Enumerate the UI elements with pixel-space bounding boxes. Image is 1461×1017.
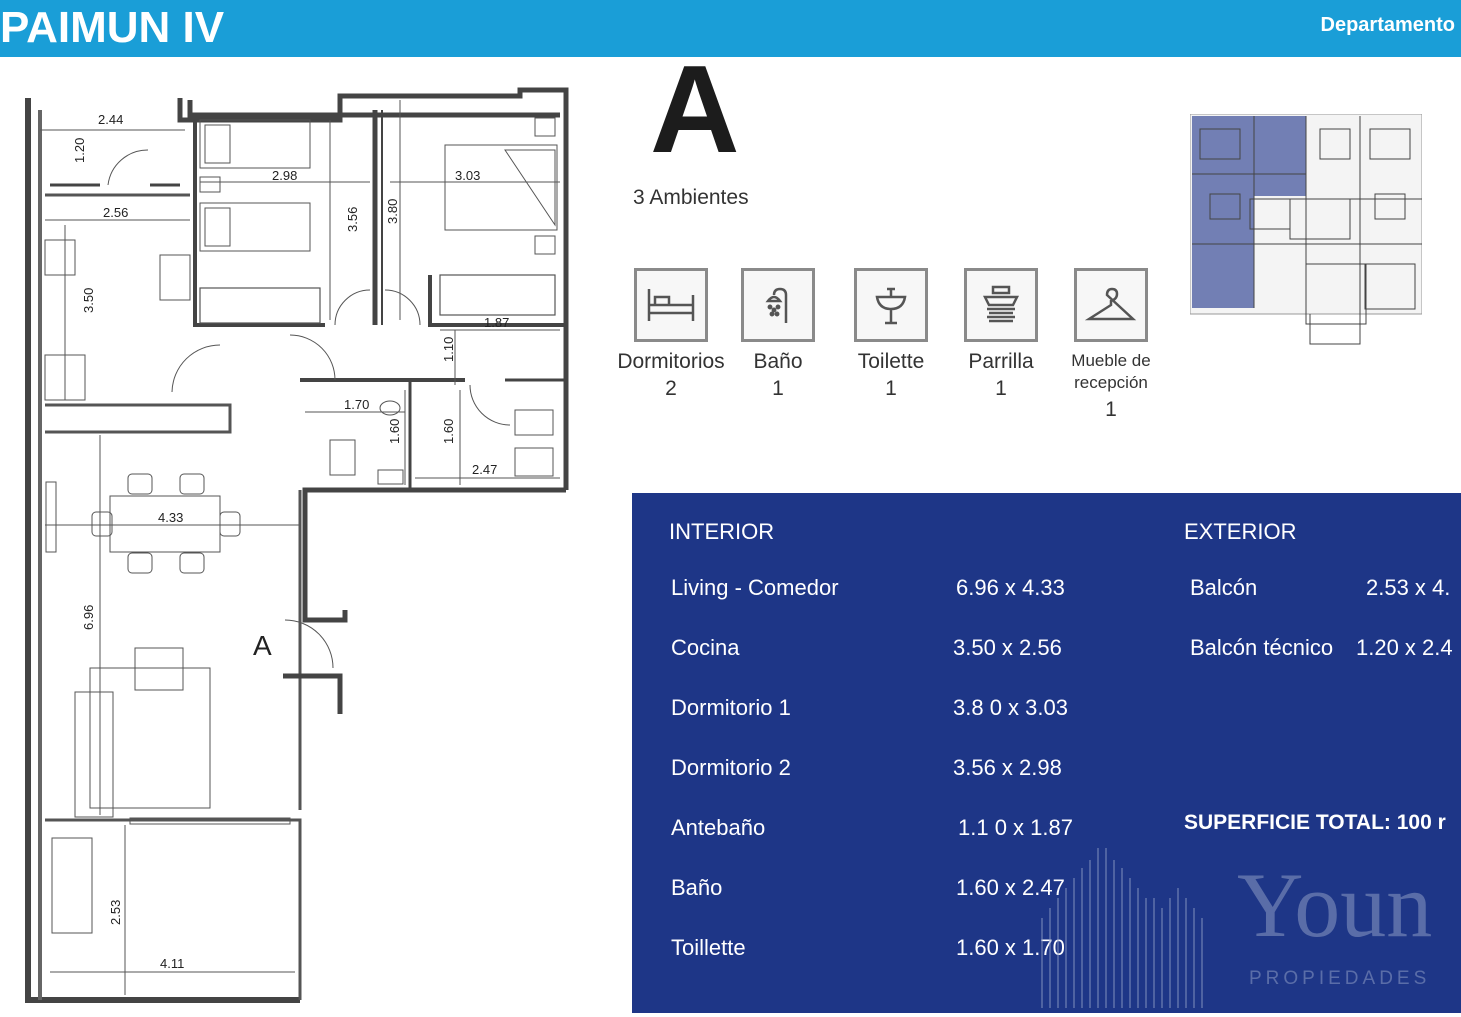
dim-label: 3.03 bbox=[455, 168, 481, 183]
property-type: Departamento bbox=[1320, 14, 1455, 36]
rooms-count: 3 Ambientes bbox=[633, 186, 749, 209]
grill-icon bbox=[964, 268, 1038, 342]
dim-label: 1.60 bbox=[441, 418, 456, 444]
room-size: 1.60 x 2.47 bbox=[956, 875, 1065, 900]
dim-label: 1.10 bbox=[441, 336, 456, 362]
room-name: Dormitorio 1 bbox=[671, 695, 791, 720]
dim-label: 1.60 bbox=[387, 418, 402, 444]
amenities-list bbox=[603, 268, 1173, 438]
dim-label: 4.33 bbox=[158, 510, 184, 525]
amenity-count: 1 bbox=[885, 377, 897, 401]
amenity-count: 1 bbox=[995, 377, 1007, 401]
exterior-name: Balcón bbox=[1190, 575, 1258, 600]
exterior-name: Balcón técnico bbox=[1190, 635, 1334, 660]
amenity-bathroom bbox=[718, 268, 838, 401]
sink-icon bbox=[854, 268, 928, 342]
watermark-word: Youn bbox=[1237, 854, 1433, 956]
watermark-sub: PROPIEDADES bbox=[1249, 968, 1431, 989]
room-size: 3.56 x 2.98 bbox=[953, 755, 1062, 780]
dim-label: 3.56 bbox=[345, 206, 360, 232]
exterior-size: 1.20 x 2.4 bbox=[1356, 635, 1453, 660]
room-size: 1.1 0 x 1.87 bbox=[958, 815, 1073, 840]
dim-label: 2.56 bbox=[103, 205, 129, 220]
amenity-label: Toilette bbox=[857, 350, 925, 373]
dimensions-panel bbox=[632, 493, 1461, 1013]
amenity-grill bbox=[941, 268, 1061, 401]
amenity-bedrooms bbox=[611, 268, 731, 401]
dim-label: 4.11 bbox=[160, 956, 185, 971]
shower-icon bbox=[741, 268, 815, 342]
exterior-heading: EXTERIOR bbox=[1184, 519, 1297, 544]
interior-heading: INTERIOR bbox=[669, 519, 775, 544]
amenity-label: Parrilla bbox=[968, 350, 1034, 373]
room-name: Antebaño bbox=[671, 815, 766, 840]
building-watermark-icon bbox=[1032, 838, 1232, 1013]
total-area: SUPERFICIE TOTAL: 100 r bbox=[1184, 811, 1446, 834]
room-size: 3.50 x 2.56 bbox=[953, 635, 1062, 660]
dim-label: 2.98 bbox=[272, 168, 298, 183]
dim-label: 3.80 bbox=[385, 198, 400, 224]
room-name: Cocina bbox=[671, 635, 740, 660]
unit-letter: A bbox=[650, 41, 740, 179]
amenity-toilette bbox=[831, 268, 951, 401]
hanger-icon bbox=[1074, 268, 1148, 342]
amenity-count: 2 bbox=[665, 377, 677, 401]
dim-label: 6.96 bbox=[81, 604, 96, 630]
room-name: Toillette bbox=[671, 935, 746, 960]
key-plan bbox=[1190, 114, 1422, 350]
dim-label: 2.44 bbox=[98, 112, 124, 127]
dim-label: 1.70 bbox=[344, 397, 370, 412]
dim-label: 2.53 bbox=[108, 899, 123, 925]
exterior-size: 2.53 x 4. bbox=[1366, 575, 1451, 600]
amenity-label: Baño bbox=[753, 350, 803, 373]
amenity-label: Dormitorios bbox=[617, 350, 725, 373]
dim-label: 1.20 bbox=[72, 137, 87, 163]
room-name: Dormitorio 2 bbox=[671, 755, 791, 780]
dim-label: 1.87 bbox=[484, 315, 510, 330]
building-title: PAIMUN IV bbox=[0, 3, 225, 52]
dim-label: 2.47 bbox=[472, 462, 498, 477]
bed-icon bbox=[634, 268, 708, 342]
watermark-logo bbox=[1032, 838, 1461, 1013]
room-name: Baño bbox=[671, 875, 723, 900]
amenity-reception bbox=[1051, 268, 1171, 422]
room-size: 1.60 x 1.70 bbox=[956, 935, 1065, 960]
amenity-count: 1 bbox=[1105, 398, 1117, 422]
amenity-count: 1 bbox=[772, 377, 784, 401]
room-size: 3.8 0 x 3.03 bbox=[953, 695, 1068, 720]
dim-label: 3.50 bbox=[81, 287, 96, 313]
amenity-label: Mueble de recepción bbox=[1071, 351, 1151, 393]
floor-plan bbox=[0, 60, 620, 1017]
entry-label: A bbox=[253, 630, 272, 661]
room-size: 6.96 x 4.33 bbox=[956, 575, 1065, 600]
room-name: Living - Comedor bbox=[671, 575, 839, 600]
